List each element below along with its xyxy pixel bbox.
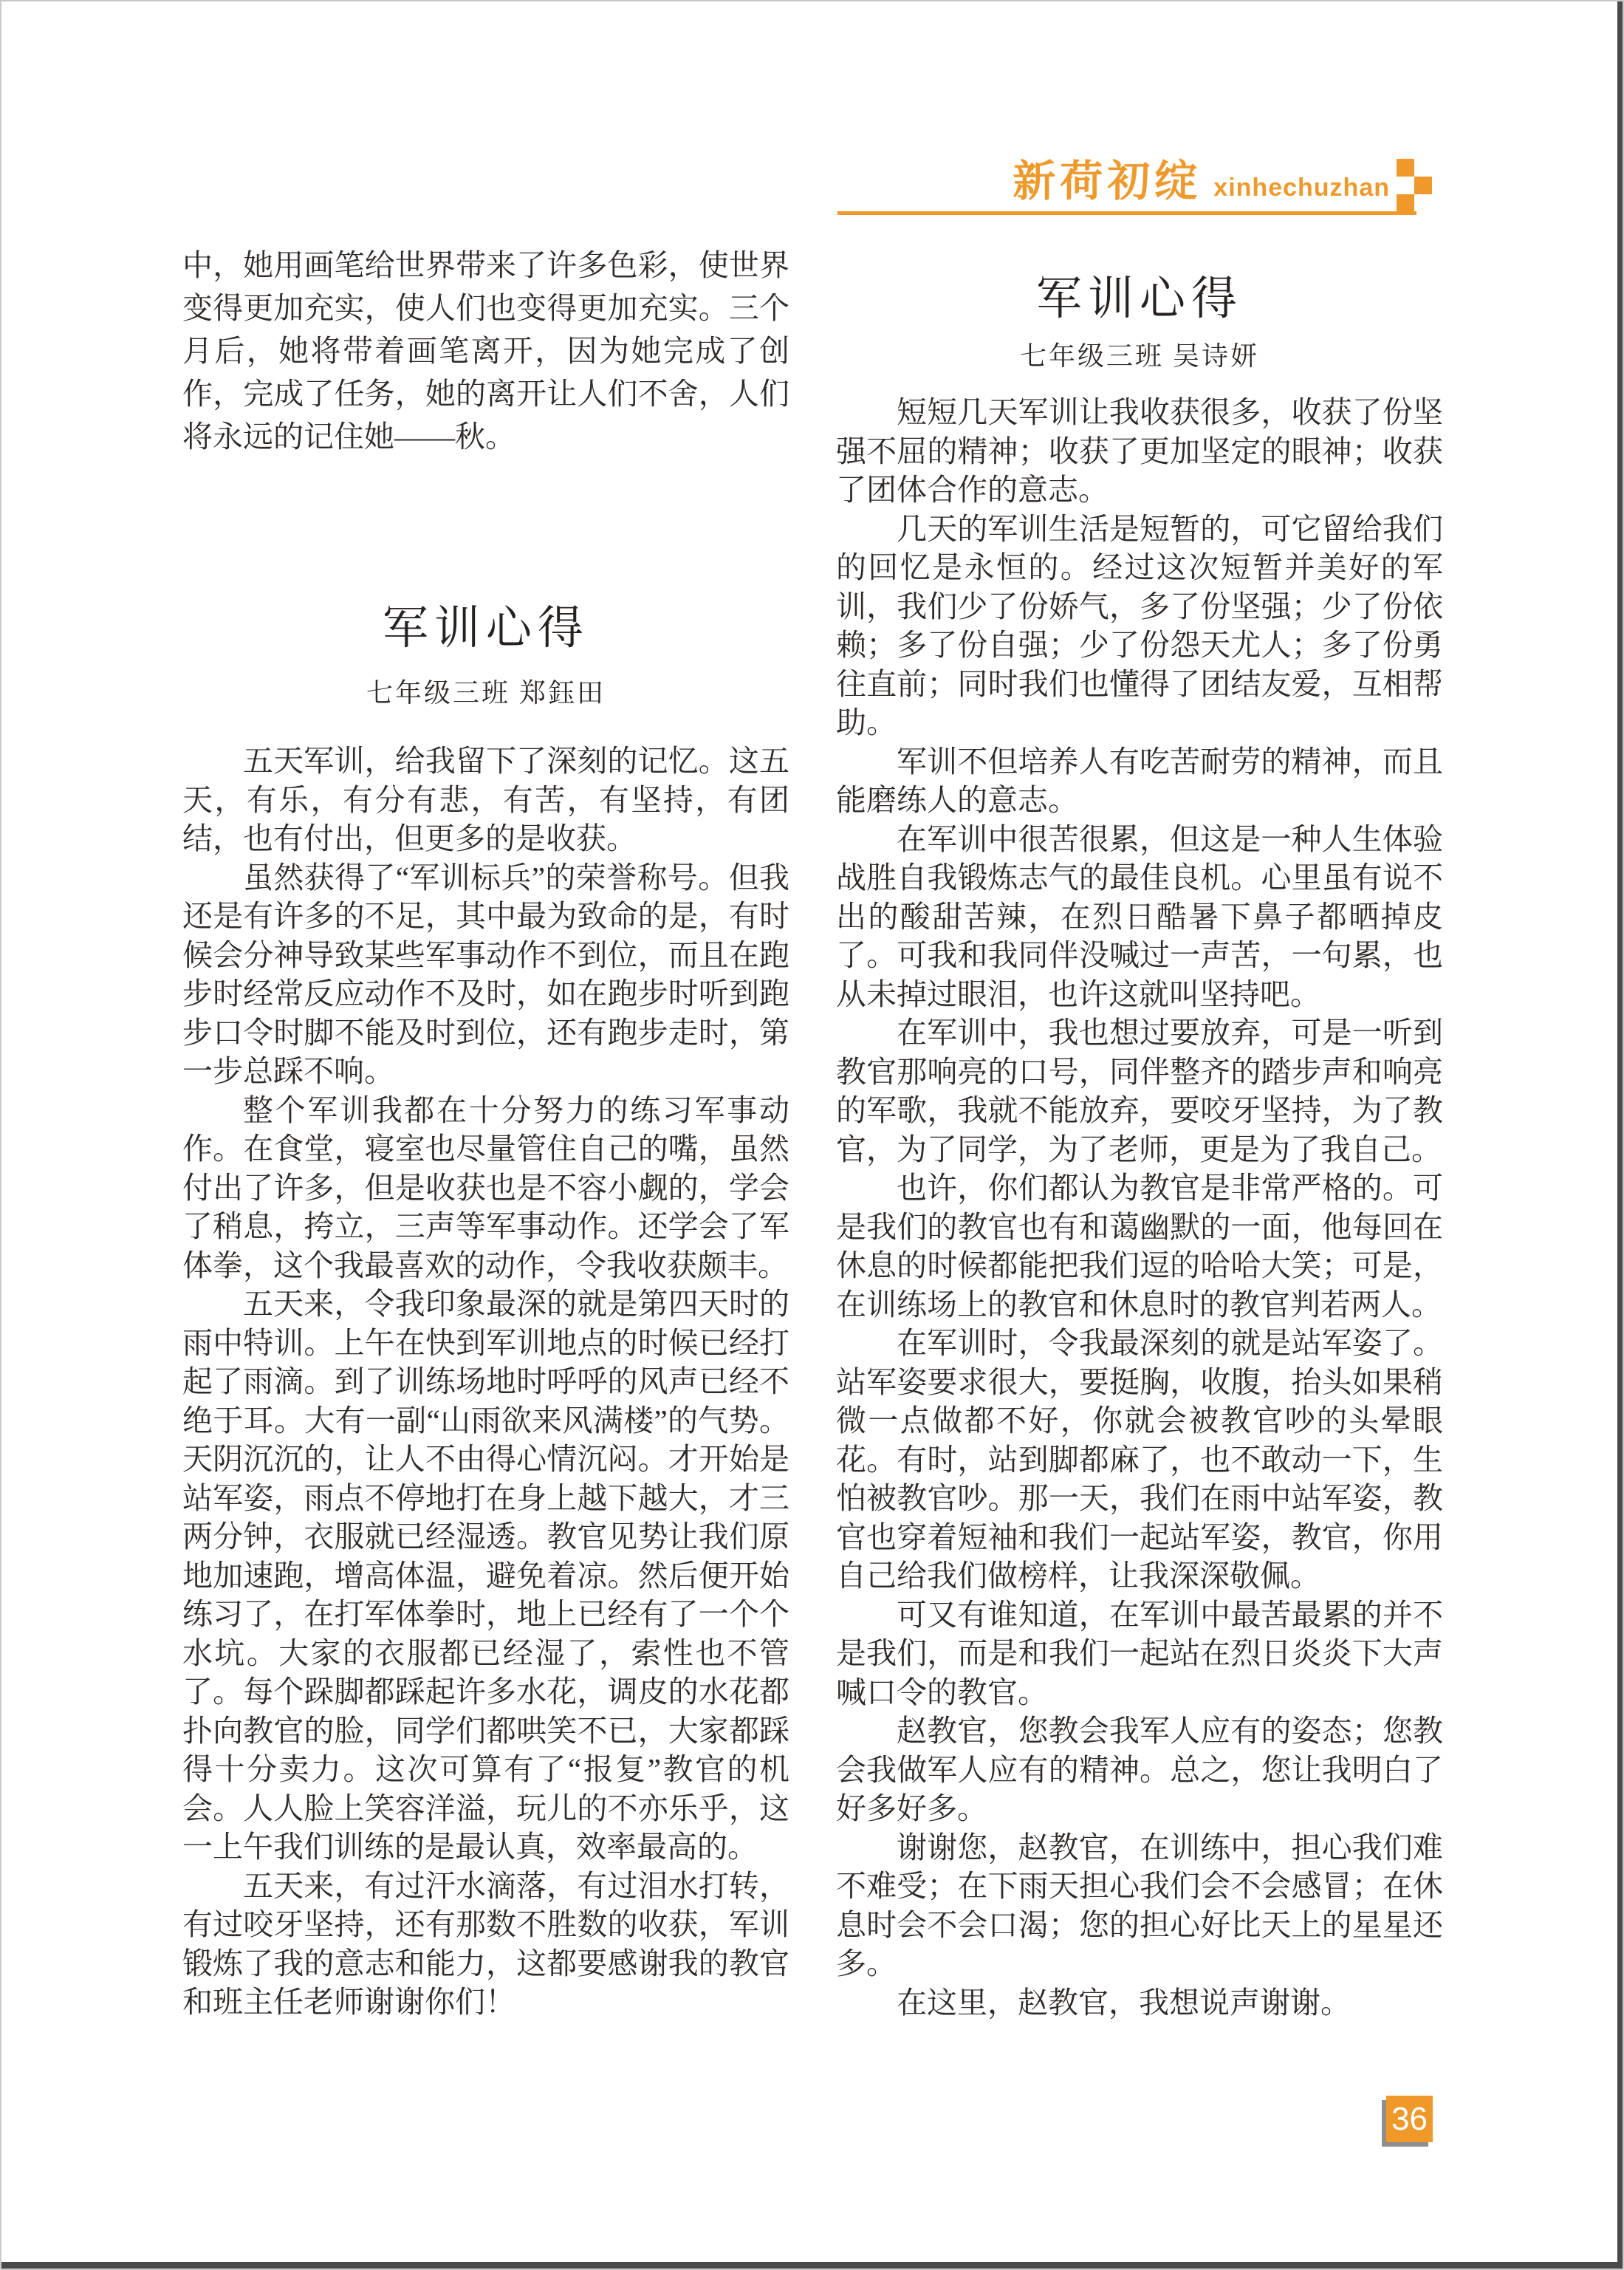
paragraph: 可又有谁知道，在军训中最苦最累的并不是我们，而是和我们一起站在烈日炎炎下大声喊口令的教官。 (836, 1597, 1443, 1709)
page-number-badge (1386, 2096, 1433, 2142)
paragraph: 军训不但培养人有吃苦耐劳的精神，而且能磨练人的意志。 (836, 744, 1443, 817)
orange-square-icon (1397, 194, 1414, 212)
left-article-byline: 七年级三班 郑鈺田 (366, 678, 606, 708)
scan-edge-bottom (1, 2262, 1623, 2269)
orange-square-icon (1414, 177, 1432, 194)
header-squares-decoration-icon (1397, 159, 1432, 212)
header-title-chinese: 新荷初绽 (1013, 157, 1202, 205)
paragraph: 在军训中很苦很累，但这是一种人生体验战胜自我锻炼志气的最佳良机。心里虽有说不出的酸甜苦辣，在烈日酷暑下鼻子都晒掉皮了。可我和我同伴没喊过一声苦，一句累，也从未掉过眼泪，也许这就叫坚持吧。 (836, 821, 1443, 1011)
paragraph: 五天军训，给我留下了深刻的记忆。这五天，有乐，有分有悲，有苦，有坚持，有团结，也有付出，但更多的是收获。 (182, 744, 789, 855)
orange-square-icon (1397, 159, 1414, 177)
page-number: 36 (1391, 2100, 1428, 2137)
paragraph: 五天来，令我印象最深的就是第四天时的雨中特训。上午在快到军训地点的时候已经打起了雨滴。到了训练场地时呼呼的风声已经不绝于耳。大有一副“山雨欲来风满楼”的气势。天阴沉沉的，让人不由得心情沉闷。才开始是站军姿，雨点不停地打在身上越下越大，才三两分钟，衣服就已经湿透。教官见势让我们原地加速跑，增高体温，避免着凉。然后便开始练习了，在打军体拳时，地上已经有了一个个水坑。大家的衣服都已经湿了，索性也不管了。每个跺脚都踩起许多水花，调皮的水花都扑向教官的脸，同学们都哄笑不已，大家都踩得十分卖力。这次可算有了“报复”教官的机会。人人脸上笑容洋溢，玩儿的不亦乐乎，这一上午我们训练的是最认真，效率最高的。 (182, 1287, 789, 1864)
paragraph: 在这里，赵教官，我想说声谢谢。 (897, 1985, 1351, 2020)
right-article-title: 军训心得 (1035, 274, 1243, 324)
paragraph: 整个军训我都在十分努力的练习军事动作。在食堂，寝室也尽量管住自己的嘴，虽然付出了许多，但是收获也是不容小觑的，学会了稍息，挎立，三声等军事动作。还学会了军体拳，这个我最喜欢的动作，令我收获颇丰。 (182, 1093, 789, 1282)
paragraph: 五天来，有过汗水滴落，有过泪水打转，有过咬牙坚持，还有那数不胜数的收获，军训锻炼了我的意志和能力，这都要感谢我的教官和班主任老师谢谢你们！ (182, 1868, 789, 2019)
paragraph: 短短几天军训让我收获很多，收获了份坚强不屈的精神；收获了更加坚定的眼神；收获了团体合作的意志。 (836, 395, 1443, 507)
paragraph: 几天的军训生活是短暂的，可它留给我们的回忆是永恒的。经过这次短暂并美好的军训，我们少了份娇气，多了份坚强；少了份依赖；多了份自强；少了份怨天尤人；多了份勇往直前；同时我们也懂得了团结友爱，互相帮助。 (836, 511, 1443, 739)
paragraph: 在军训中，我也想过要放弃，可是一听到教官那响亮的口号，同伴整齐的踏步声和响亮的军歌，我就不能放弃，要咬牙坚持，为了教官，为了同学，为了老师，更是为了我自己。 (836, 1016, 1443, 1166)
left-article-body (182, 742, 789, 2022)
header-underline (837, 211, 1416, 215)
page-header (837, 146, 1390, 208)
paragraph: 虽然获得了“军训标兵”的荣誉称号。但我还是有许多的不足，其中最为致命的是，有时候会分神导致某些军事动作不到位，而且在跑步时经常反应动作不及时，如在跑步时听到跑步口令时脚不能及时到位，还有跑步走时，第一步总踩不响。 (182, 860, 789, 1088)
header-title-pinyin: xinhechuzhan (1213, 174, 1390, 202)
intro-continuation-paragraph: 中，她用画笔给世界带来了许多色彩，使世界变得更加充实，使人们也变得更加充实。三个月后，她将带着画笔离开，因为她完成了创作，完成了任务，她的离开让人们不舍，人们将永远的记住她——秋。 (182, 248, 789, 454)
paragraph: 谢谢您，赵教官，在训练中，担心我们难不难受；在下雨天担心我们会不会感冒；在休息时会不会口渴；您的担心好比天上的星星还多。 (836, 1830, 1443, 1980)
paragraph: 赵教官，您教会我军人应有的姿态；您教会我做军人应有的精神。总之，您让我明白了好多好多。 (836, 1714, 1443, 1825)
scan-edge-right (1617, 1, 1623, 2269)
paragraph: 也许，你们都认为教官是非常严格的。可是我们的教官也有和蔼幽默的一面，他每回在休息的时候都能把我们逗的哈哈大笑；可是，在训练场上的教官和休息时的教官判若两人。 (836, 1171, 1443, 1322)
paragraph: 在军训时，令我最深刻的就是站军姿了。站军姿要求很大，要挺胸，收腹，抬头如果稍微一点做都不好，你就会被教官吵的头晕眼花。有时，站到脚都麻了，也不敢动一下，生怕被教官吵。那一天，我们在雨中站军姿，教官也穿着短袖和我们一起站军姿，教官，你用自己给我们做榜样，让我深深敬佩。 (836, 1326, 1443, 1593)
right-article-body (836, 393, 1443, 2022)
left-article-title: 军训心得 (382, 604, 589, 654)
right-article-byline: 七年级三班 吴诗妍 (1019, 341, 1259, 371)
